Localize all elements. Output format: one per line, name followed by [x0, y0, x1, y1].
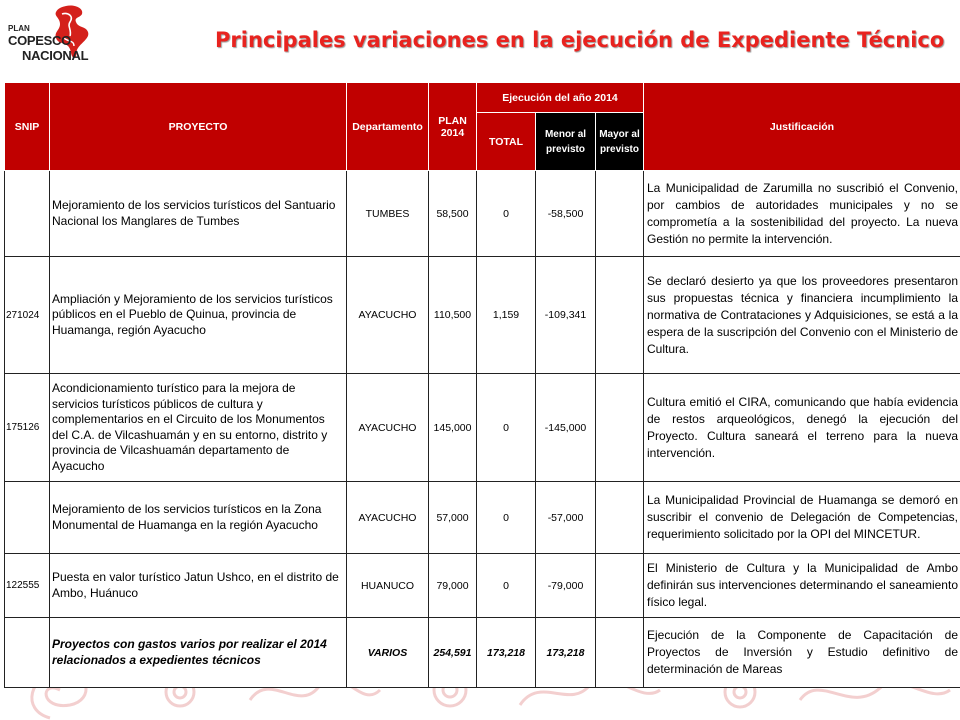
cell-menor: -57,000	[536, 482, 596, 554]
cell-justificacion: Ejecución de la Componente de Capacitación de Proyectos de Inversión y Estudio definitivo de determinación de Mareas	[644, 618, 960, 688]
cell-total: 0	[477, 554, 536, 618]
cell-menor: -58,500	[536, 171, 596, 257]
cell-snip: 175126	[5, 374, 50, 482]
variaciones-table	[4, 82, 960, 688]
cell-plan: 79,000	[429, 554, 477, 618]
cell-mayor	[596, 374, 644, 482]
cell-mayor	[596, 618, 644, 688]
cell-departamento: AYACUCHO	[347, 257, 429, 374]
table-row	[5, 171, 960, 257]
header-proyecto: PROYECTO	[50, 83, 347, 171]
header-departamento: Departamento	[347, 83, 429, 171]
cell-total: 0	[477, 482, 536, 554]
cell-justificacion: El Ministerio de Cultura y la Municipalidad de Ambo definirán sus intervenciones determinando el saneamiento físico legal.	[644, 554, 960, 618]
header-ejecucion: Ejecución del año 2014	[477, 83, 644, 113]
cell-menor: -145,000	[536, 374, 596, 482]
cell-departamento: TUMBES	[347, 171, 429, 257]
cell-snip	[5, 482, 50, 554]
cell-mayor	[596, 482, 644, 554]
cell-total: 0	[477, 171, 536, 257]
cell-justificacion: Cultura emitió el CIRA, comunicando que había evidencia de restos arqueológicos, denegó la ejecución del Proyecto. Cultura saneará el terreno para la nueva intervención.	[644, 374, 960, 482]
cell-proyecto: Puesta en valor turístico Jatun Ushco, en el distrito de Ambo, Huánuco	[50, 554, 347, 618]
cell-menor: -109,341	[536, 257, 596, 374]
cell-mayor	[596, 257, 644, 374]
logo-text-name: COPESCO NACIONAL	[8, 33, 89, 63]
table-row	[5, 374, 960, 482]
cell-plan: 254,591	[429, 618, 477, 688]
logo-text-plan: PLAN	[8, 24, 30, 33]
cell-menor: 173,218	[536, 618, 596, 688]
cell-snip	[5, 171, 50, 257]
cell-total: 1,159	[477, 257, 536, 374]
page-title: Principales variaciones en la ejecución de Expediente Técnico	[215, 28, 945, 52]
table-row	[5, 554, 960, 618]
cell-proyecto: Mejoramiento de los servicios turísticos en la Zona Monumental de Huamanga en la región Ayacucho	[50, 482, 347, 554]
cell-plan: 145,000	[429, 374, 477, 482]
cell-proyecto: Acondicionamiento turístico para la mejora de servicios turísticos públicos de cultura y complementarios en el Circuito de los Monumentos del C.A. de Vilcashuamán y en su entorno, distrito y provincia de Vilcashuamán departamento de Ayacucho	[50, 374, 347, 482]
cell-snip	[5, 618, 50, 688]
cell-total: 173,218	[477, 618, 536, 688]
plan-copesco-logo	[4, 2, 154, 63]
header-plan: PLAN 2014	[429, 83, 477, 171]
cell-total: 0	[477, 374, 536, 482]
header-menor: Menor al previsto	[536, 113, 596, 171]
cell-departamento: VARIOS	[347, 618, 429, 688]
header-justificacion: Justificación	[644, 83, 960, 171]
cell-departamento: AYACUCHO	[347, 482, 429, 554]
cell-mayor	[596, 171, 644, 257]
cell-plan: 58,500	[429, 171, 477, 257]
cell-justificacion: La Municipalidad Provincial de Huamanga se demoró en suscribir el convenio de Delegación de Competencias, requerimiento solicitado por la OPI del MINCETUR.	[644, 482, 960, 554]
cell-proyecto: Mejoramiento de los servicios turísticos del Santuario Nacional los Manglares de Tumbes	[50, 171, 347, 257]
cell-justificacion: Se declaró desierto ya que los proveedores presentaron sus propuestas técnica y financiera incumplimiento la normativa de Contrataciones y Adquisiciones, se está a la espera de la suscripción del Convenio con el Ministerio de Cultura.	[644, 257, 960, 374]
cell-plan: 57,000	[429, 482, 477, 554]
table-row	[5, 618, 960, 688]
cell-mayor	[596, 554, 644, 618]
table-row	[5, 257, 960, 374]
cell-menor: -79,000	[536, 554, 596, 618]
header-snip: SNIP	[5, 83, 50, 171]
cell-proyecto: Proyectos con gastos varios por realizar el 2014 relacionados a expedientes técnicos	[50, 618, 347, 688]
cell-plan: 110,500	[429, 257, 477, 374]
header-total: TOTAL	[477, 113, 536, 171]
cell-justificacion: La Municipalidad de Zarumilla no suscribió el Convenio, por cambios de autoridades municipales y no se comprometía a la sostenibilidad del proyecto. La nueva Gestión no permite la intervención.	[644, 171, 960, 257]
cell-departamento: HUANUCO	[347, 554, 429, 618]
cell-proyecto: Ampliación y Mejoramiento de los servicios turísticos públicos en el Pueblo de Quinua, provincia de Huamanga, región Ayacucho	[50, 257, 347, 374]
table-row	[5, 482, 960, 554]
cell-snip: 271024	[5, 257, 50, 374]
header-mayor: Mayor al previsto	[596, 113, 644, 171]
cell-snip: 122555	[5, 554, 50, 618]
cell-departamento: AYACUCHO	[347, 374, 429, 482]
